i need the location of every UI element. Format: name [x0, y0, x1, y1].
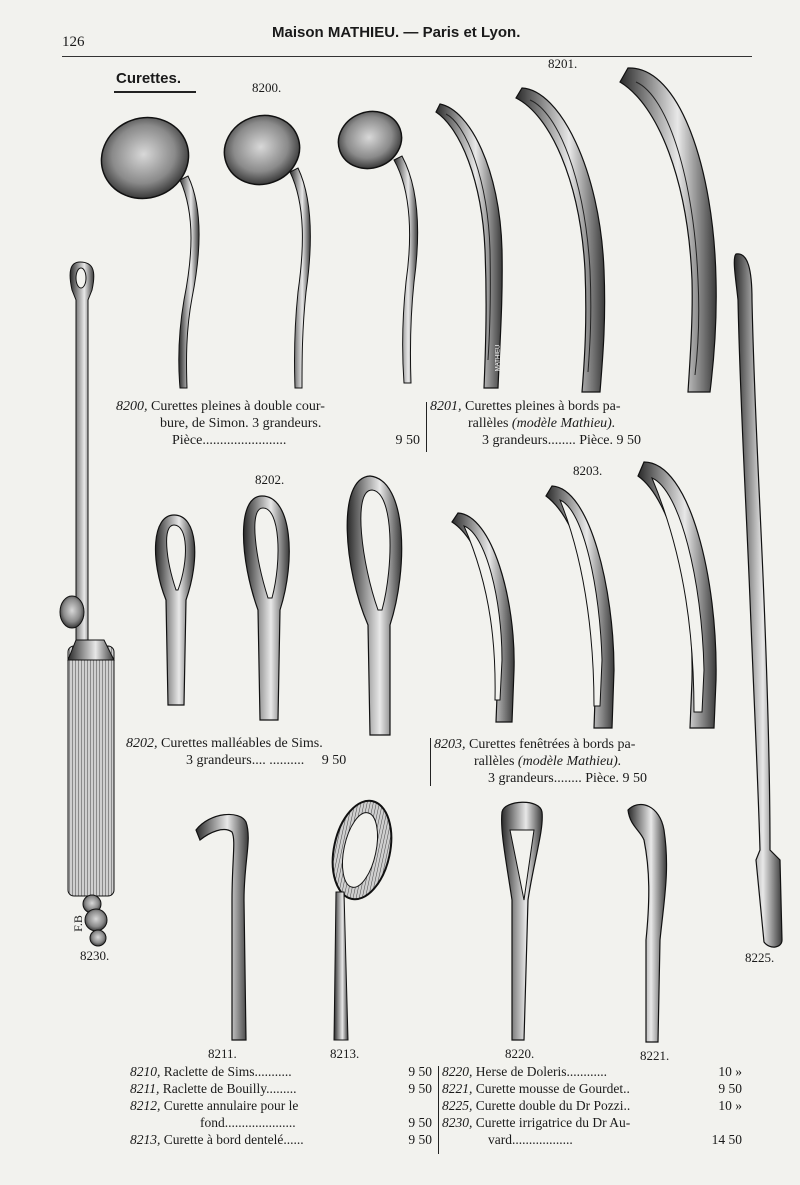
curette-8203-small — [452, 513, 514, 722]
caption-8202 — [126, 735, 416, 769]
caption-8203-line3: 3 grandeurs........ Pièce. — [488, 771, 620, 786]
curette-8225 — [734, 254, 782, 947]
curette-8203-medium — [546, 486, 614, 728]
header-dash: — — [403, 24, 419, 41]
caption-8203-price: 9 50 — [622, 771, 648, 786]
header-title: Maison MATHIEU. — [272, 24, 400, 41]
caption-8202-line1: Curettes malléables de Sims. — [161, 736, 323, 751]
caption-8201-line3: 3 grandeurs........ Pièce. — [482, 433, 614, 448]
price-list-left — [130, 1064, 432, 1154]
price-value: 9 50 — [408, 1081, 432, 1096]
page-number: 126 — [62, 34, 85, 50]
figure-number-8225: 8225. — [745, 950, 775, 965]
price-value: 9 50 — [408, 1115, 432, 1130]
caption-8201-price: 9 50 — [616, 433, 642, 448]
figure-number-8201: 8201. — [548, 56, 578, 71]
column-divider — [426, 402, 427, 452]
curette-8200-large — [90, 105, 200, 388]
price-row: 8225, Curette double du Dr Pozzi.. — [442, 1098, 631, 1113]
price-row: fond..................... — [200, 1115, 296, 1130]
curette-8201-small — [436, 104, 502, 388]
price-list-right — [442, 1064, 742, 1154]
price-row: 8220, Herse de Doleris............ — [442, 1064, 607, 1079]
price-row: 8212, Curette annulaire pour le — [130, 1098, 299, 1113]
curette-8221 — [628, 804, 667, 1042]
price-row: 8213, Curette à bord dentelé...... — [130, 1132, 304, 1147]
price-value: 9 50 — [718, 1081, 742, 1096]
curette-8200-medium — [215, 105, 311, 388]
caption-8202-price: 9 50 — [321, 753, 347, 768]
figure-number-8213: 8213. — [330, 1046, 360, 1061]
figure-number-8220: 8220. — [505, 1046, 535, 1061]
column-divider-2 — [430, 738, 431, 786]
price-row: 8230, Curette irrigatrice du Dr Au- — [442, 1115, 631, 1130]
caption-8203-line2a: rallèles — [474, 754, 515, 769]
caption-8201-number: 8201, — [430, 399, 462, 414]
price-value: 10 » — [718, 1098, 742, 1113]
curette-8230 — [60, 262, 114, 946]
price-value: 9 50 — [408, 1132, 432, 1147]
figure-number-8221: 8221. — [640, 1048, 670, 1063]
price-value: 10 » — [718, 1064, 742, 1079]
curette-8201-large — [620, 68, 716, 392]
caption-8201-line1: Curettes pleines à bords pa- — [465, 399, 621, 414]
curette-8202-small — [156, 515, 195, 705]
caption-8203-line1: Curettes fenêtrées à bords pa- — [469, 737, 636, 752]
figure-number-8211: 8211. — [208, 1046, 237, 1061]
caption-8202-line2: 3 grandeurs.... .......... — [186, 753, 305, 768]
caption-8200-price: 9 50 — [395, 433, 420, 448]
price-row: 8210, Raclette de Sims........... — [130, 1064, 292, 1079]
curette-8211 — [196, 814, 248, 1040]
price-row: 8221, Curette mousse de Gourdet.. — [442, 1081, 630, 1096]
caption-8203 — [434, 736, 754, 787]
section-title: Curettes. — [116, 70, 182, 87]
curette-8213 — [324, 795, 400, 1040]
curette-8201-medium — [516, 88, 605, 392]
caption-8200 — [116, 398, 396, 449]
caption-8201 — [430, 398, 740, 449]
price-row: vard.................. — [488, 1132, 573, 1147]
caption-8200-line2: bure, de Simon. 3 grandeurs. — [160, 416, 322, 431]
caption-8200-line3: Pièce........................ — [172, 433, 287, 448]
curette-8203-large — [638, 462, 716, 728]
engraver-signature: F.B — [70, 915, 85, 932]
caption-8201-line2b: (modèle Mathieu). — [511, 416, 616, 431]
price-value: 9 50 — [408, 1064, 432, 1079]
figure-number-8202: 8202. — [255, 472, 285, 487]
curette-8200-small — [330, 103, 417, 383]
caption-8201-line2a: rallèles — [468, 416, 509, 431]
price-list-divider — [438, 1066, 439, 1154]
price-value: 14 50 — [711, 1132, 742, 1147]
header-subtitle: Paris et Lyon. — [422, 24, 521, 41]
curette-8202-medium — [244, 496, 290, 720]
figure-number-8203: 8203. — [573, 463, 603, 478]
caption-8202-number: 8202, — [126, 736, 158, 751]
curette-8202-large — [347, 476, 401, 735]
caption-8203-line2b: (modèle Mathieu). — [517, 754, 622, 769]
figure-number-8200: 8200. — [252, 80, 282, 95]
figure-number-8230: 8230. — [80, 948, 110, 963]
caption-8200-number: 8200, — [116, 399, 148, 414]
price-row: 8211, Raclette de Bouilly......... — [130, 1081, 297, 1096]
curette-8220 — [502, 802, 543, 1040]
maker-mark: MATHIEU — [495, 344, 502, 372]
caption-8200-line1: Curettes pleines à double cour- — [151, 399, 325, 414]
caption-8203-number: 8203, — [434, 737, 466, 752]
